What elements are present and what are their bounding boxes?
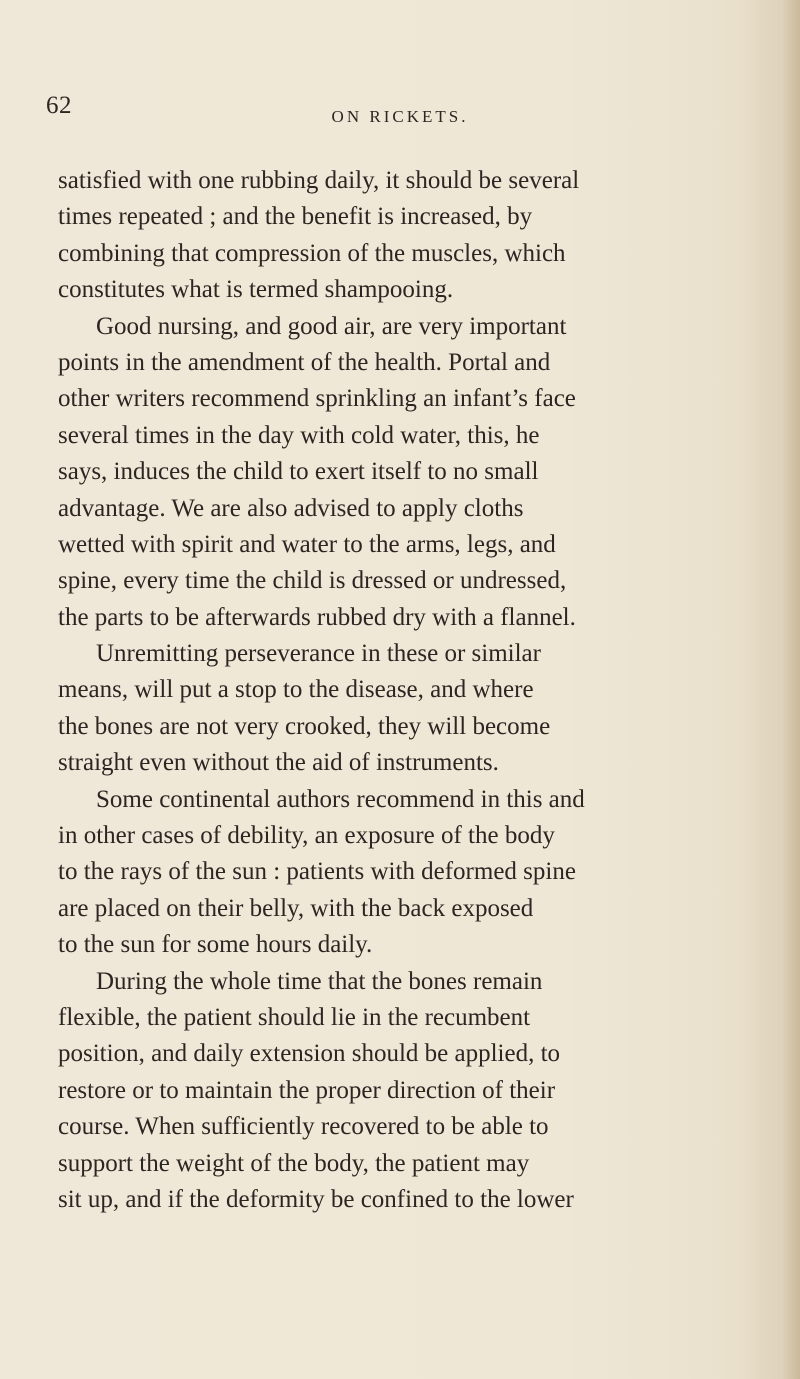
text-line: constitutes what is termed shampooing. xyxy=(58,276,454,304)
text-line: times repeated ; and the benefit is increased, by xyxy=(58,203,533,231)
text-line: restore or to maintain the proper direction of their xyxy=(58,1076,556,1104)
text-line: are placed on their belly, with the back exposed xyxy=(58,894,534,922)
text-line: to the rays of the sun : patients with deformed spine xyxy=(58,858,576,886)
text-line: several times in the day with cold water, this, he xyxy=(58,421,540,449)
text-line: other writers recommend sprinkling an infant’s face xyxy=(58,385,576,413)
text-line: support the weight of the body, the patient may xyxy=(58,1149,530,1177)
text-line: sit up, and if the deformity be confined to the lower xyxy=(58,1185,574,1213)
text-line: flexible, the patient should lie in the recumbent xyxy=(58,1003,531,1031)
text-line: satisfied with one rubbing daily, it should be several xyxy=(58,167,580,194)
text-line: Unremitting perseverance in these or similar xyxy=(96,640,541,668)
page-number: 62 xyxy=(46,92,72,119)
text-line: means, will put a stop to the disease, and where xyxy=(58,676,534,704)
text-line: straight even without the aid of instruments. xyxy=(58,749,499,777)
text-line: Some continental authors recommend in this and xyxy=(96,785,585,813)
text-line: in other cases of debility, an exposure of the body xyxy=(58,822,555,850)
text-line: position, and daily extension should be applied, to xyxy=(58,1040,561,1068)
running-head: ON RICKETS. xyxy=(331,107,469,126)
text-line: combining that compression of the muscles, which xyxy=(58,239,566,267)
text-line: says, induces the child to exert itself to no small xyxy=(58,458,539,486)
body-text xyxy=(58,163,772,1218)
page-edge-shadow xyxy=(782,0,800,1379)
text-line: course. When sufficiently recovered to be able to xyxy=(58,1113,549,1141)
text-line: During the whole time that the bones remain xyxy=(96,967,543,995)
text-line: the parts to be afterwards rubbed dry with a flannel. xyxy=(58,603,576,631)
text-line: to the sun for some hours daily. xyxy=(58,931,373,959)
text-line: wetted with spirit and water to the arms, legs, and xyxy=(58,530,556,558)
text-line: Good nursing, and good air, are very important xyxy=(96,312,567,340)
text-line: spine, every time the child is dressed or undressed, xyxy=(58,567,567,595)
text-line: the bones are not very crooked, they will become xyxy=(58,712,551,740)
text-line: points in the amendment of the health. Portal and xyxy=(58,348,551,376)
text-line: advantage. We are also advised to apply cloths xyxy=(58,494,524,522)
